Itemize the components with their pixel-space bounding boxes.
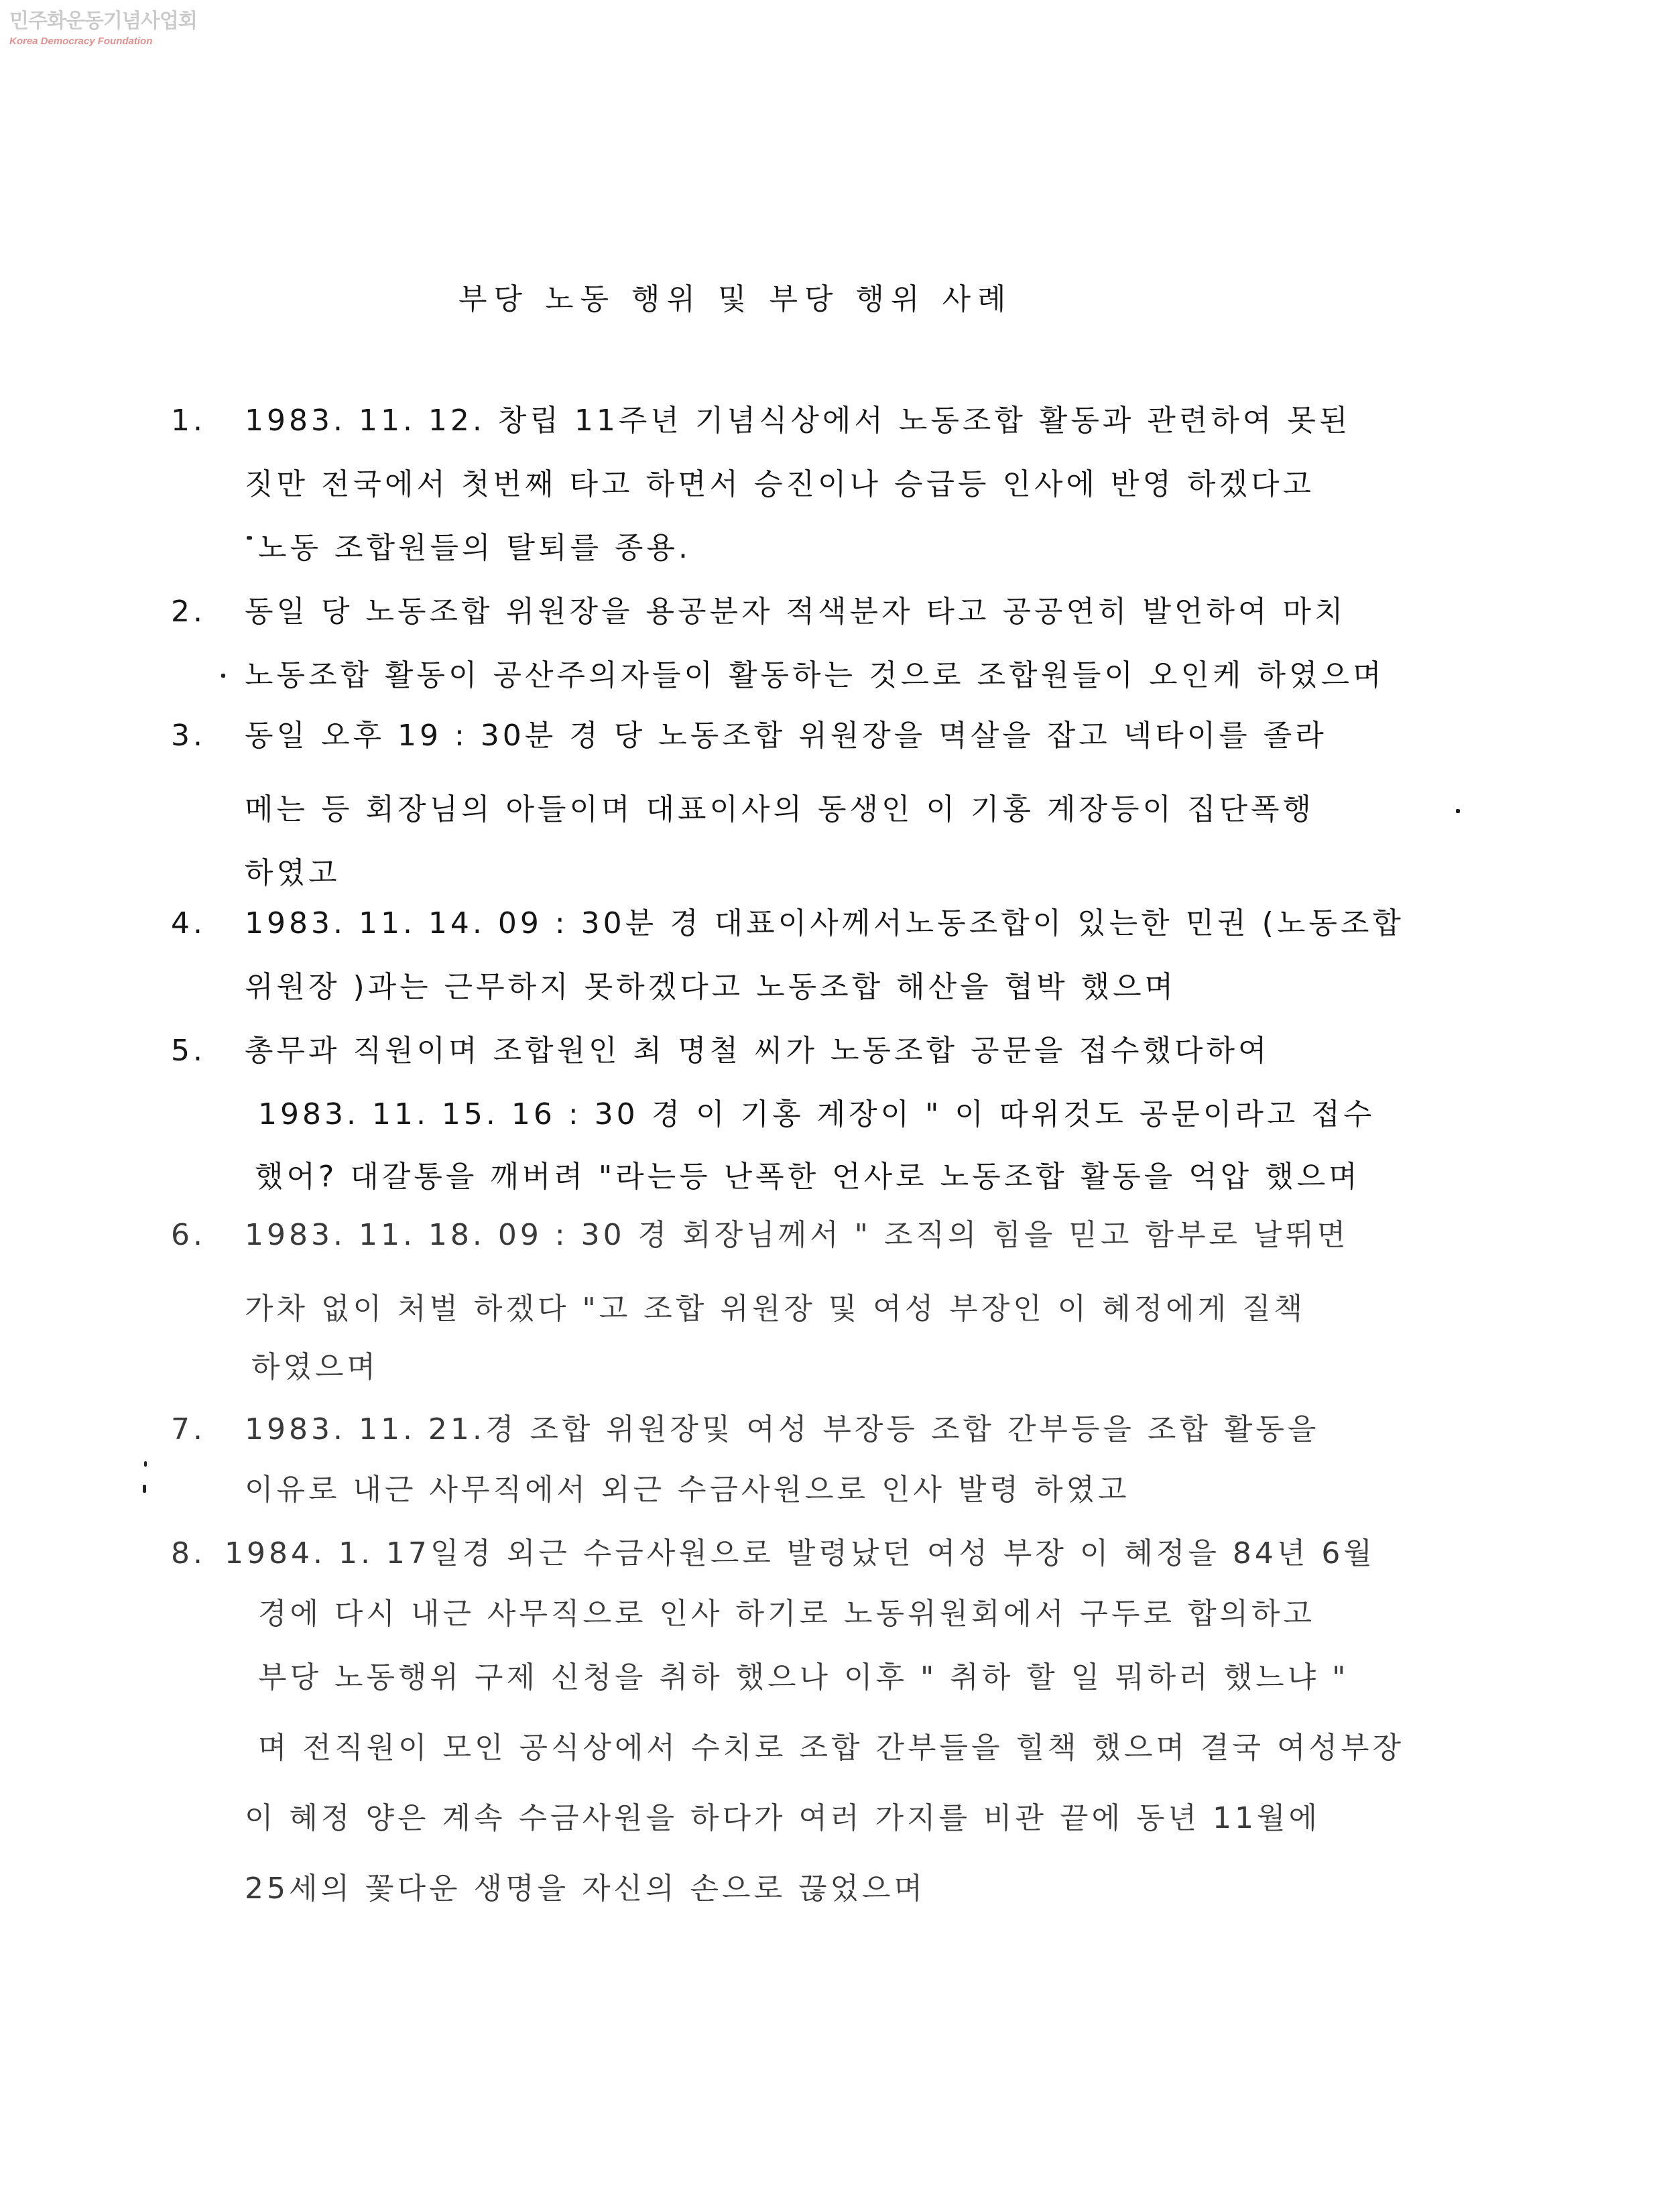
document-title: 부당 노동 행위 및 부당 행위 사례 xyxy=(458,282,1013,316)
item-5-line-1: 총무과 직원이며 조합원인 최 명철 씨가 노동조합 공문을 접수했다하여 xyxy=(245,1034,1270,1068)
item-6-line-1: 1983. 11. 18. 09 : 30 경 회장님께서 " 조직의 힘을 믿고 함부로 날뛰면 xyxy=(245,1218,1349,1252)
item-5-line-2: 1983. 11. 15. 16 : 30 경 이 기홍 계장이 " 이 따위것도 공문이라고 접수 xyxy=(258,1097,1375,1131)
scan-speck xyxy=(143,1485,146,1493)
item-7-line-1: 1983. 11. 21.경 조합 위원장및 여성 부장등 조합 간부등을 조합 활동을 xyxy=(245,1412,1320,1447)
item-2-line-1: 동일 당 노동조합 위원장을 용공분자 적색분자 타고 공공연히 발언하여 마치 xyxy=(245,595,1347,629)
watermark-english: Korea Democracy Foundation xyxy=(9,36,153,47)
item-7-line-2: 이유로 내근 사무직에서 외근 수금사원으로 인사 발령 하였고 xyxy=(245,1473,1130,1507)
item-8-line-6: 25세의 꽃다운 생명을 자신의 손으로 끊었으며 xyxy=(245,1871,926,1906)
item-8-number: 8. xyxy=(171,1536,206,1571)
scan-speck xyxy=(221,674,225,678)
item-8-line-4: 며 전직원이 모인 공식상에서 수치로 조합 간부들을 힐책 했으며 결국 여성부장 xyxy=(258,1731,1404,1765)
item-8-line-3: 부당 노동행위 구제 신청을 취하 했으나 이후 " 취하 할 일 뭐하러 했느냐 " xyxy=(258,1660,1349,1695)
item-4-line-1: 1983. 11. 14. 09 : 30분 경 대표이사께서노동조합이 있는한 민권 (노동조합 xyxy=(245,906,1404,940)
item-3-number: 3. xyxy=(171,719,206,753)
scan-speck xyxy=(144,1461,147,1467)
item-4-line-2: 위원장 )과는 근무하지 못하겠다고 노동조합 해산을 협박 했으며 xyxy=(245,970,1177,1004)
item-2-number: 2. xyxy=(171,595,206,629)
item-5-number: 5. xyxy=(171,1034,206,1068)
item-4-number: 4. xyxy=(171,906,206,940)
scan-speck xyxy=(1456,809,1460,813)
item-6-line-3: 하였으며 xyxy=(251,1350,379,1384)
item-1-line-1: 1983. 11. 12. 창립 11주년 기념식상에서 노동조합 활동과 관련하여 못된 xyxy=(245,404,1351,438)
scan-speck xyxy=(247,536,252,540)
item-6-line-2: 가차 없이 처벌 하겠다 "고 조합 위원장 및 여성 부장인 이 혜정에게 질책 xyxy=(245,1292,1306,1326)
item-7-number: 7. xyxy=(171,1412,206,1447)
item-2-line-2: 노동조합 활동이 공산주의자들이 활동하는 것으로 조합원들이 오인케 하였으며 xyxy=(245,658,1385,692)
item-5-line-3: 했어? 대갈통을 깨버려 "라는등 난폭한 언사로 노동조합 활동을 억압 했으며 xyxy=(255,1160,1361,1194)
item-3-line-1: 동일 오후 19 : 30분 경 당 노동조합 위원장을 멱살을 잡고 넥타이를 졸라 xyxy=(245,719,1327,753)
item-8-line-1: 1984. 1. 17일경 외근 수금사원으로 발령났던 여성 부장 이 혜정을 84년 6월 xyxy=(225,1536,1375,1571)
item-8-line-2: 경에 다시 내근 사무직으로 인사 하기로 노동위원회에서 구두로 합의하고 xyxy=(258,1597,1316,1631)
watermark-korean: 민주화운동기념사업회 xyxy=(9,9,197,33)
item-3-line-3: 하였고 xyxy=(245,856,341,890)
item-6-number: 6. xyxy=(171,1218,206,1252)
item-1-line-3: 노동 조합원들의 탈퇴를 종용. xyxy=(258,531,691,565)
item-8-line-5: 이 혜정 양은 계속 수금사원을 하다가 여러 가지를 비관 끝에 동년 11월에 xyxy=(245,1801,1320,1835)
item-3-line-2: 메는 등 회장님의 아들이며 대표이사의 동생인 이 기홍 계장등이 집단폭행 xyxy=(245,792,1314,826)
item-1-number: 1. xyxy=(171,404,206,438)
watermark-logo xyxy=(9,8,210,62)
item-1-line-2: 짓만 전국에서 첫번째 타고 하면서 승진이나 승급등 인사에 반영 하겠다고 xyxy=(245,467,1314,501)
